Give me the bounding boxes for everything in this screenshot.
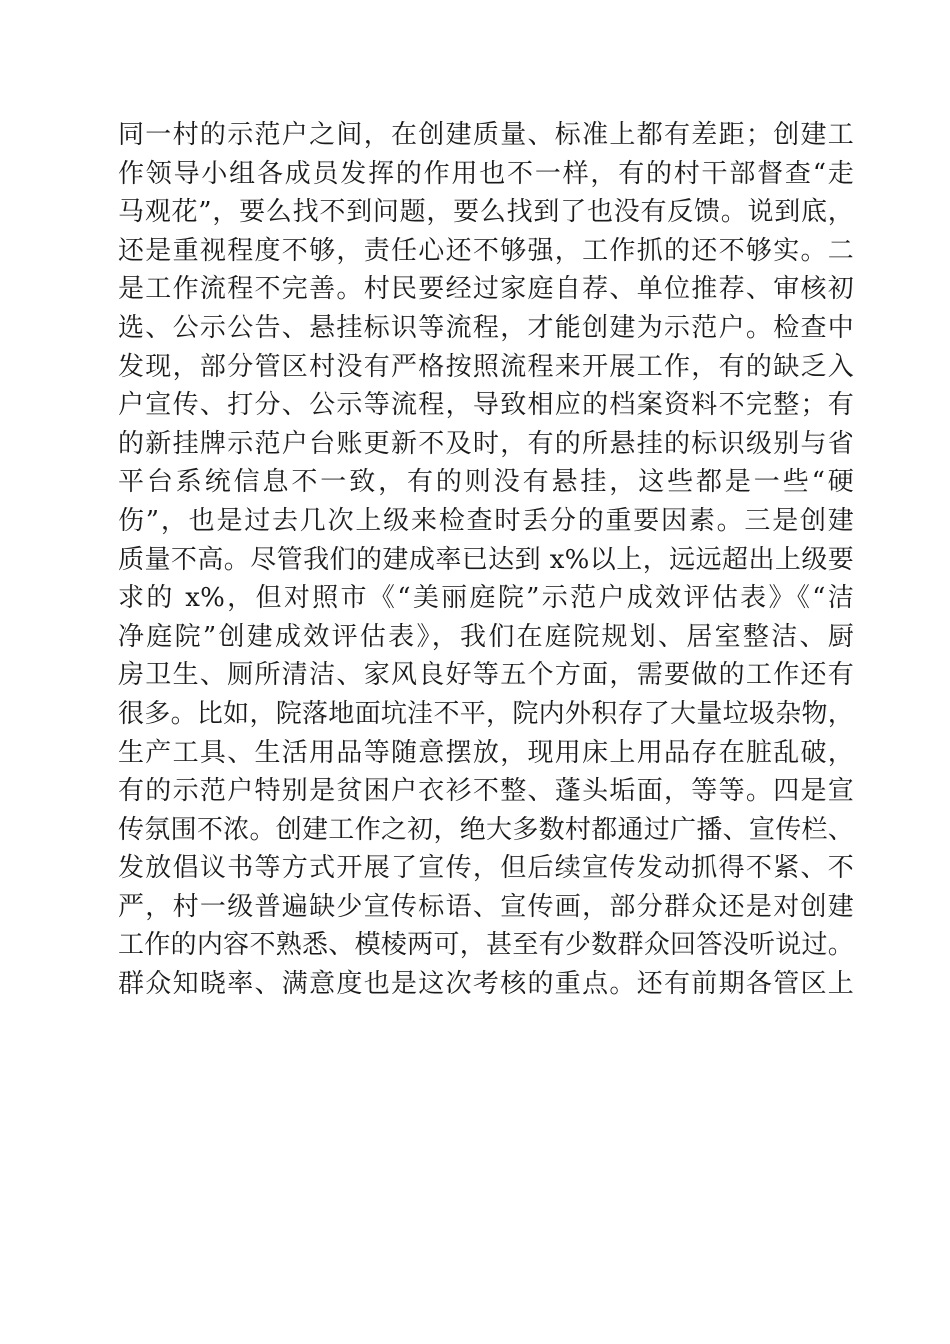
text-line-4: 还是重视程度不够，责任心还不够强，工作抓的还不够实。二 <box>118 235 854 266</box>
text-line-21: 严，村一级普遍缺少宣传标语、宣传画，部分群众还是对创建 <box>118 891 854 922</box>
text-line-20: 发放倡议书等方式开展了宣传，但后续宣传发动抓得不紧、不 <box>118 853 854 884</box>
text-line-6: 选、公示公告、悬挂标识等流程，才能创建为示范户。检查中 <box>118 312 854 343</box>
text-line-9: 的新挂牌示范户台账更新不及时，有的所悬挂的标识级别与省 <box>118 428 854 459</box>
text-line-8: 户宣传、打分、公示等流程，导致相应的档案资料不完整；有 <box>118 390 854 421</box>
text-line-14: 净庭院”创建成效评估表》，我们在庭院规划、居室整洁、厨 <box>118 621 854 652</box>
text-line-13: 求的 x%，但对照市《“美丽庭院”示范户成效评估表》《“洁 <box>118 583 854 614</box>
text-line-3: 马观花”，要么找不到问题，要么找到了也没有反馈。说到底， <box>118 197 854 228</box>
text-line-22: 工作的内容不熟悉、模棱两可，甚至有少数群众回答没听说过。 <box>118 930 854 961</box>
text-line-5: 是工作流程不完善。村民要经过家庭自荐、单位推荐、审核初 <box>118 274 854 305</box>
text-line-17: 生产工具、生活用品等随意摆放，现用床上用品存在脏乱破， <box>118 737 854 768</box>
text-line-2: 作领导小组各成员发挥的作用也不一样，有的村干部督查“走 <box>118 158 854 189</box>
body-paragraph <box>118 116 854 1004</box>
text-line-18: 有的示范户特别是贫困户衣衫不整、蓬头垢面，等等。四是宣 <box>118 776 854 807</box>
text-line-23: 群众知晓率、满意度也是这次考核的重点。还有前期各管区上 <box>118 969 854 1000</box>
text-line-12: 质量不高。尽管我们的建成率已达到 x%以上，远远超出上级要 <box>118 544 854 575</box>
text-line-1: 同一村的示范户之间，在创建质量、标准上都有差距；创建工 <box>118 120 854 150</box>
text-line-10: 平台系统信息不一致，有的则没有悬挂，这些都是一些“硬 <box>118 467 854 498</box>
text-line-16: 很多。比如，院落地面坑洼不平，院内外积存了大量垃圾杂物， <box>118 698 854 729</box>
text-line-11: 伤”，也是过去几次上级来检查时丢分的重要因素。三是创建 <box>118 505 854 536</box>
text-line-19: 传氛围不浓。创建工作之初，绝大多数村都通过广播、宣传栏、 <box>118 814 854 845</box>
text-line-15: 房卫生、厕所清洁、家风良好等五个方面，需要做的工作还有 <box>118 660 854 691</box>
text-line-7: 发现，部分管区村没有严格按照流程来开展工作，有的缺乏入 <box>118 351 854 382</box>
